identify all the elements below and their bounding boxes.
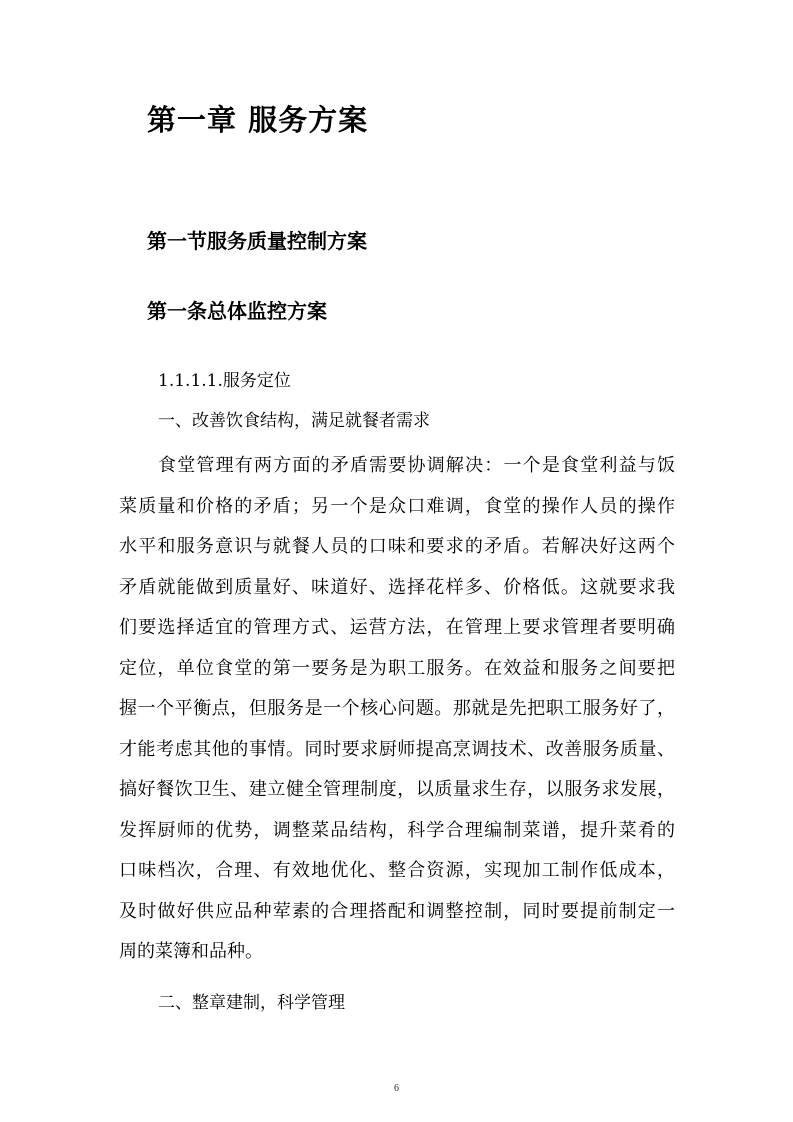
article-title: 第一条总体监控方案 xyxy=(147,299,327,323)
paragraph-line: 们要选择适宜的管理方式、运营方法，在管理上要求管理者要明确 xyxy=(119,617,675,638)
body-paragraph xyxy=(119,446,675,973)
paragraph-line: 菜质量和价格的矛盾；另一个是众口难调，食堂的操作人员的操作 xyxy=(119,495,675,517)
subsection-heading: 1.1.1.1.服务定位 xyxy=(158,371,291,391)
paragraph-line: 水平和服务意识与就餐人员的口味和要求的矛盾。若解决好这两个 xyxy=(119,536,675,557)
paragraph-line: 才能考虑其他的事情。同时要求厨师提高烹调技术、改善服务质量、 xyxy=(119,738,675,760)
point-two-heading: 二、整章建制，科学管理 xyxy=(158,993,345,1013)
page-number: 6 xyxy=(394,1083,399,1094)
paragraph-line: 握一个平衡点，但服务是一个核心问题。那就是先把职工服务好了， xyxy=(119,698,675,719)
section-title: 第一节服务质量控制方案 xyxy=(147,229,367,253)
paragraph-line: 定位，单位食堂的第一要务是为职工服务。在效益和服务之间要把 xyxy=(119,657,675,679)
paragraph-line: 发挥厨师的优势，调整菜品结构，科学合理编制菜谱，提升菜肴的 xyxy=(119,819,675,841)
paragraph-line: 矛盾就能做到质量好、味道好、选择花样多、价格低。这就要求我 xyxy=(119,576,675,598)
paragraph-line: 及时做好供应品种荤素的合理搭配和调整控制，同时要提前制定一 xyxy=(119,900,675,922)
paragraph-line: 搞好餐饮卫生、建立健全管理制度，以质量求生存，以服务求发展， xyxy=(119,779,675,800)
point-one-heading: 一、改善饮食结构，满足就餐者需求 xyxy=(158,411,430,431)
paragraph-line: 食堂管理有两方面的矛盾需要协调解决：一个是食堂利益与饭 xyxy=(158,455,675,476)
paragraph-line: 口味档次，合理、有效地优化、整合资源，实现加工制作低成本， xyxy=(119,860,675,881)
paragraph-line: 周的菜簿和品种。 xyxy=(119,941,263,962)
chapter-title: 第一章 服务方案 xyxy=(147,103,369,137)
